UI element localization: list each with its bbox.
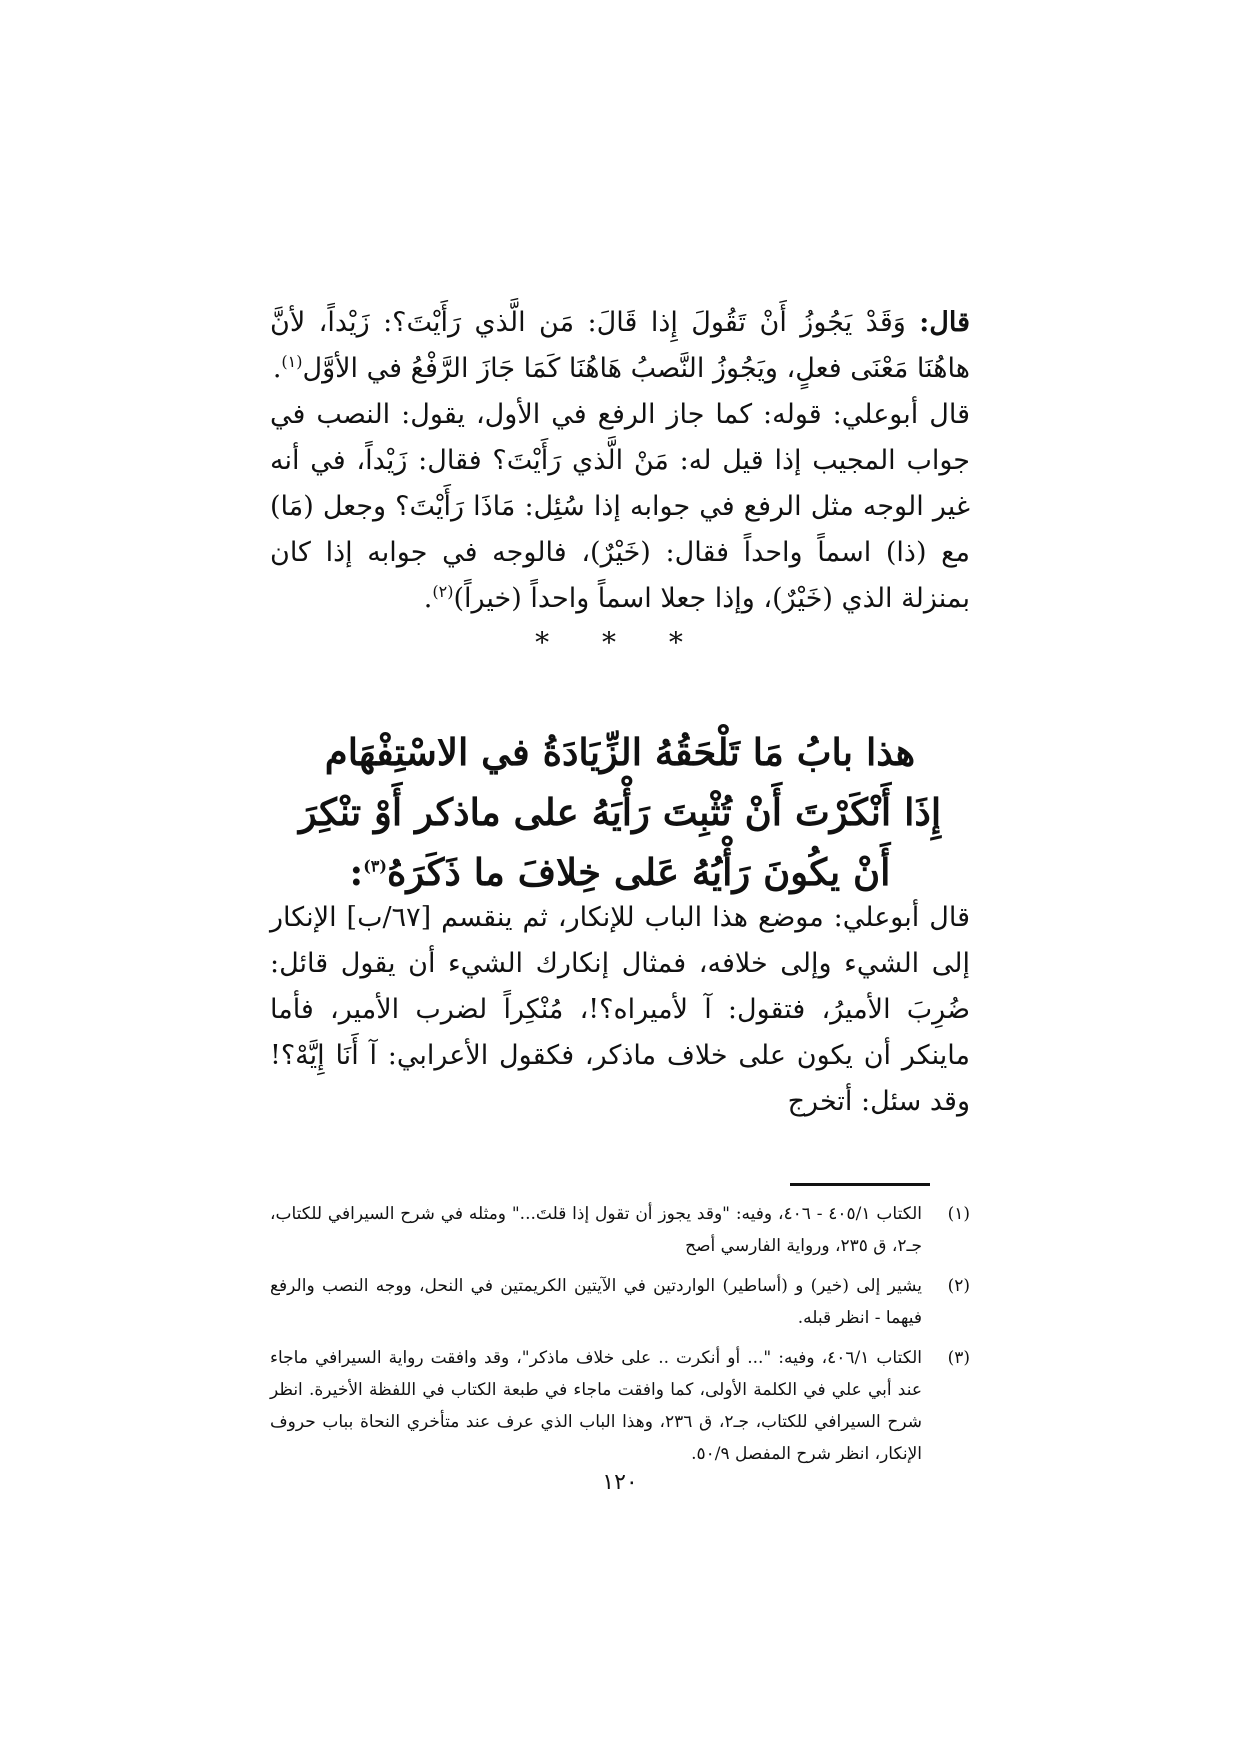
footnote-number: (١) [947,1204,970,1224]
paragraph-text: قال أبوعلي: قوله: كما جاز الرفع في الأول، يقول: النصب في جواب المجيب إذا قيل له: مَنْ الَّذي رَأَيْتَ؟ فقال: زَيْداً، في أنه غير الوجه مثل الرفع في جوابه إذا سُئِل: مَاذَا رَأَيْتَ؟ وجعل (مَا) مع (ذا) اسماً واحداً فقال: (خَيْرٌ)، فالوجه في جوابه إذا كان بمنزلة الذي (خَيْرٌ)، وإذا جعلا اسماً واحداً (خيراً) [270,399,970,614]
footnote-ref-3[interactable]: (٣) [363,856,387,876]
page-number: ١٢٠ [602,1470,638,1495]
heading-end: : [349,850,364,894]
paragraph-lead: قال: [919,307,970,338]
footnote-number: (٢) [947,1276,970,1296]
footnote-item [270,1270,970,1334]
footnote-divider [790,1183,930,1186]
upper-text [270,300,970,622]
section-separator: * * * [535,626,705,659]
heading-line-2: إِذَا أَنْكَرْتَ أَنْ تُثْبِتَ رَأْيَهُ على ماذكر أَوْ تنْكِرَ [298,790,942,834]
footnote-item [270,1198,970,1262]
paragraph-1 [270,300,970,392]
chapter-heading [270,722,970,902]
footnotes [270,1198,970,1478]
footnote-item [270,1342,970,1470]
footnote-ref-2[interactable]: (٢) [432,582,454,601]
lower-text [270,895,970,1125]
footnote-text: يشير إلى (خير) و (أساطير) الواردتين في الآيتين الكريمتين في النحل، ووجه النصب والرفع فيهما - انظر قبله. [270,1276,922,1328]
heading-line-3 [270,842,970,902]
paragraph-3: قال أبوعلي: موضع هذا الباب للإنكار، ثم ينقسم [٦٧/ب] الإنكار إلى الشيء وإلى خلافه، فمثال إنكارك الشيء أن يقول قائل: ضُرِبَ الأميرُ، فتقول: آ لأميراه؟!، مُنْكِراً لضرب الأمير، فأما ماينكر أن يكون على خلاف ماذكر، فكقول الأعرابي: آ أَنَا إِيَّهْ؟! وقد سئل: أتخرج [270,902,970,1117]
footnote-number: (٣) [947,1348,970,1368]
sentence-end: . [423,583,433,614]
paragraph-2 [270,392,970,622]
heading-line-3-text: أَنْ يكُونَ رَأْيُهُ عَلى خِلافَ ما ذَكَرَهُ [386,850,891,894]
footnote-text: الكتاب ٤٠٦/١، وفيه: "... أو أنكرت .. على خلاف ماذكر"، وقد وافقت رواية السيرافي ماجاء عند أبي علي في الكلمة الأولى، كما وافقت ماجاء في طبعة الكتاب في اللفظة الأخيرة. انظر شرح السيرافي للكتاب، جـ٢، ق ٢٣٦، وهذا الباب الذي عرف عند متأخري النحاة بباب حروف الإنكار، انظر شرح المفصل ٥٠/٩. [270,1348,923,1464]
footnote-ref-1[interactable]: (١) [281,352,303,371]
paragraph-text: وَقَدْ يَجُوزُ أَنْ تَقُولَ إِذا قَالَ: مَن الَّذي رَأَيْتَ؟: زَيْداً، لأنَّ هاهُنَا مَعْنَى فعلٍ، ويَجُوزُ النَّصبُ هَاهُنَا كَمَا جَازَ الرَّفْعُ في الأوَّل [270,307,970,384]
footnote-text: الكتاب ٤٠٥/١ - ٤٠٦، وفيه: "وقد يجوز أن تقول إذا قلتَ..." ومثله في شرح السيرافي للكتاب، جـ٢، ق ٢٣٥، ورواية الفارسي أصح [270,1204,922,1256]
sentence-end: . [272,353,282,384]
heading-line-1: هذا بابُ مَا تَلْحَقُهُ الزِّيَادَةُ في الاسْتِفْهَام [324,730,916,774]
